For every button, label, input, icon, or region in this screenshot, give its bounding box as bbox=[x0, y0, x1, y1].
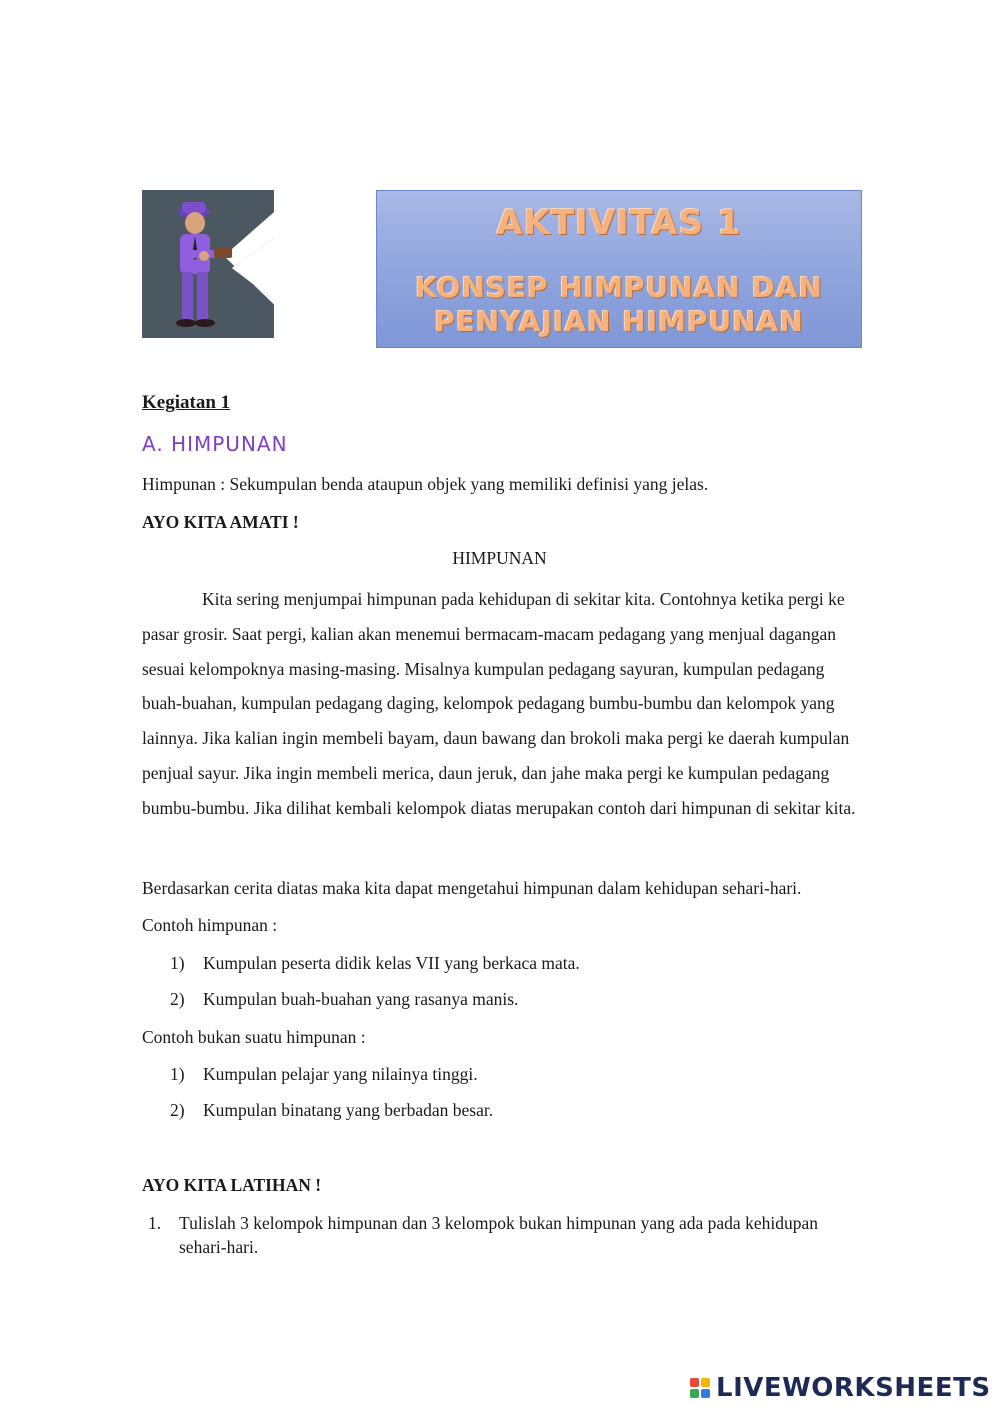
story-text: Kita sering menjumpai himpunan pada kehidupan di sekitar kita. Contohnya ketika pergi ke pasar grosir. Saat pergi, kalian akan menemui bermacam-macam pedagang yang menjual dagangan sesuai kelompoknya masing-masing. Misalnya kumpulan pedagang sayuran, kumpulan pedagang buah-buahan, kumpulan pedagang daging, kelompok pedagang bumbu-bumbu dan kelompok yang lainnya. Jika kalian ingin membeli bayam, daun bawang dan brokoli maka pergi ke daerah kumpulan penjual sayur. Jika ingin membeli merica, daun jeruk, dan jahe maka pergi ke kumpulan pedagang bumbu-bumbu. Jika dilihat kembali kelompok diatas merupakan contoh dari himpunan di sekitar kita. bbox=[142, 589, 856, 818]
list-item-text: Kumpulan binatang yang berbadan besar. bbox=[203, 1100, 494, 1120]
exercise-text: Tulislah 3 kelompok himpunan dan 3 kelompok bukan himpunan yang ada pada kehidupan sehari-hari. bbox=[179, 1213, 818, 1257]
nonexamples-label: Contoh bukan suatu himpunan : bbox=[142, 1027, 366, 1047]
flashlight-man-illustration bbox=[142, 190, 290, 338]
exercise-item bbox=[148, 1211, 848, 1259]
kegiatan-heading: Kegiatan 1 bbox=[142, 392, 231, 413]
list-item-text: Kumpulan pelajar yang nilainya tinggi. bbox=[203, 1064, 478, 1084]
definition-text: Himpunan : Sekumpulan benda ataupun objek yang memiliki definisi yang jelas. bbox=[142, 474, 709, 494]
list-item bbox=[170, 989, 518, 1010]
list-item bbox=[170, 1064, 478, 1085]
liveworksheets-logo bbox=[690, 1372, 991, 1404]
list-item bbox=[170, 1100, 493, 1121]
conclusion-text: Berdasarkan cerita diatas maka kita dapat mengetahui himpunan dalam kehidupan sehari-hari. bbox=[142, 878, 802, 898]
logo-blocks-icon bbox=[690, 1378, 710, 1398]
list-item-number: 2) bbox=[170, 1100, 185, 1120]
ayo-latihan-heading: AYO KITA LATIHAN ! bbox=[142, 1175, 322, 1195]
list-item-text: Kumpulan peserta didik kelas VII yang berkaca mata. bbox=[203, 953, 580, 973]
examples-label: Contoh himpunan : bbox=[142, 915, 278, 935]
story-title: HIMPUNAN bbox=[452, 548, 547, 568]
list-item-number: 1) bbox=[170, 953, 185, 973]
ayo-amati-heading: AYO KITA AMATI ! bbox=[142, 512, 299, 532]
list-item-number: 2) bbox=[170, 989, 185, 1009]
list-item-number: 1) bbox=[170, 1064, 185, 1084]
section-a-heading: A. HIMPUNAN bbox=[142, 432, 288, 456]
flashlight-man-icon bbox=[142, 190, 290, 338]
banner-subtitle bbox=[377, 271, 861, 339]
banner-title: AKTIVITAS 1 bbox=[496, 203, 742, 243]
exercise-number: 1. bbox=[148, 1213, 162, 1233]
list-item bbox=[170, 953, 580, 974]
banner-subtitle-line2: PENYAJIAN HIMPUNAN bbox=[434, 305, 804, 338]
logo-text: LIVEWORKSHEETS bbox=[716, 1373, 991, 1403]
story-paragraph bbox=[142, 582, 858, 826]
banner-subtitle-line1: KONSEP HIMPUNAN DAN bbox=[415, 271, 823, 304]
list-item-text: Kumpulan buah-buahan yang rasanya manis. bbox=[203, 989, 519, 1009]
activity-title-banner bbox=[376, 190, 862, 348]
